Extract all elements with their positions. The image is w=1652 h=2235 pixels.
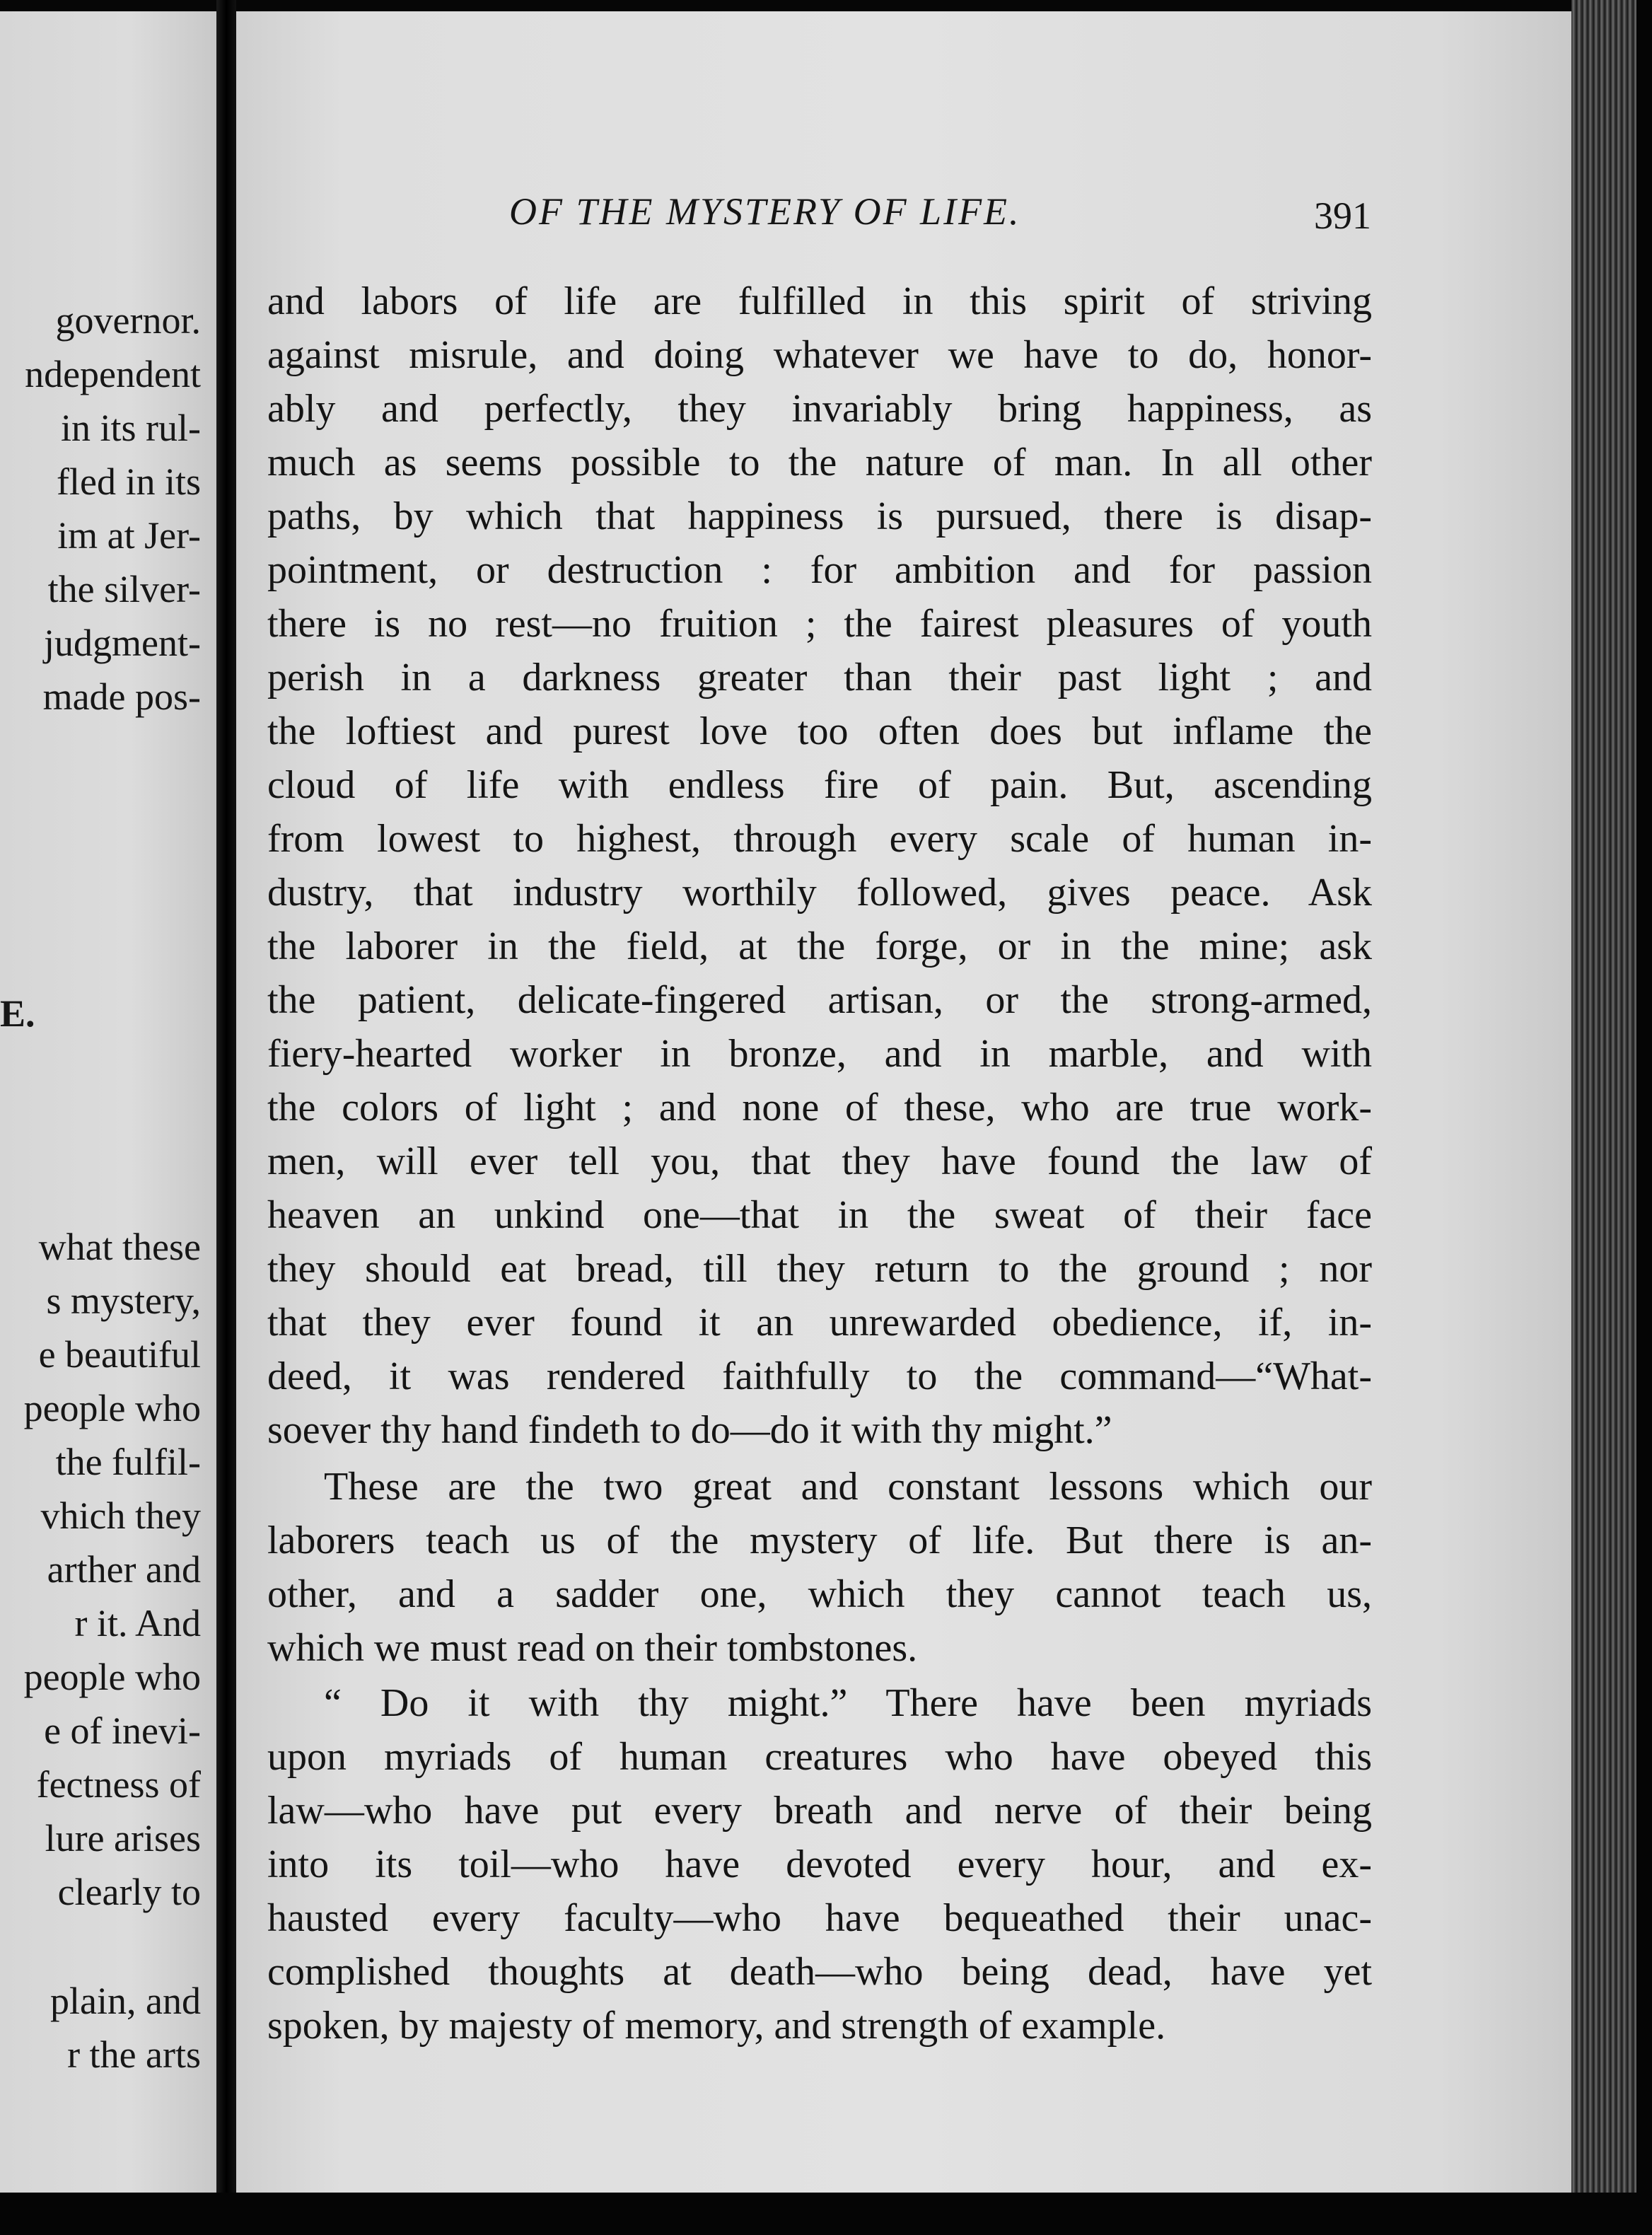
book-gutter	[216, 0, 236, 2193]
left-page-line: s mystery,	[46, 1279, 201, 1322]
body-text-line: perish in a darkness greater than their past light ; and	[267, 656, 1372, 699]
left-page	[0, 11, 216, 2193]
left-page-line: fectness of	[36, 1763, 201, 1806]
left-page-line: fled in its	[57, 460, 201, 503]
left-page-line: im at Jer-	[57, 514, 201, 557]
body-text-line: from lowest to highest, through every scale of human in-	[267, 817, 1372, 861]
body-text-line: deed, it was rendered faithfully to the command—“What-	[267, 1354, 1372, 1398]
body-text-line: against misrule, and doing whatever we have to do, honor-	[267, 333, 1372, 377]
body-text-line: the colors of light ; and none of these, who are true work-	[267, 1086, 1372, 1130]
left-page-line: in its rul-	[61, 407, 201, 449]
body-text-line: cloud of life with endless fire of pain. But, ascending	[267, 763, 1372, 807]
left-page-line: arther and	[47, 1548, 201, 1591]
left-page-line: governor.	[55, 299, 201, 342]
left-page-line: ndependent	[25, 353, 201, 395]
body-text-line: the laborer in the field, at the forge, or in the mine; ask	[267, 924, 1372, 968]
body-text-line: dustry, that industry worthily followed, gives peace. Ask	[267, 871, 1372, 915]
body-text-line: soever thy hand findeth to do—do it with thy might.”	[267, 1408, 1112, 1452]
body-text-line: the loftiest and purest love too often does but inflame the	[267, 709, 1372, 753]
body-text-line: the patient, delicate-fingered artisan, or the strong-armed,	[267, 978, 1372, 1022]
left-page-heading-fragment: E.	[0, 992, 35, 1035]
left-page-line: r it. And	[74, 1602, 201, 1644]
body-text-line: law—who have put every breath and nerve of their being	[267, 1789, 1372, 1833]
body-text-line: spoken, by majesty of memory, and strength of example.	[267, 2004, 1166, 2048]
left-page-line: clearly to	[57, 1871, 201, 1913]
body-text-line: men, will ever tell you, that they have found the law of	[267, 1139, 1372, 1183]
left-page-line: the fulfil-	[55, 1441, 201, 1483]
body-text-line: “ Do it with thy might.” There have been myriads	[324, 1681, 1372, 1725]
body-text-line: which we must read on their tombstones.	[267, 1626, 918, 1670]
body-text-line: ably and perfectly, they invariably bring happiness, as	[267, 387, 1372, 431]
left-page-line: the silver-	[47, 568, 201, 610]
left-page-line: e of inevi-	[44, 1709, 201, 1752]
scan-top-border	[0, 0, 1652, 11]
body-text-line: paths, by which that happiness is pursued, there is disap-	[267, 494, 1372, 538]
body-text-line: pointment, or destruction : for ambition and for passion	[267, 548, 1372, 592]
body-text-line: hausted every faculty—who have bequeathed their unac-	[267, 1896, 1372, 1940]
running-head: OF THE MYSTERY OF LIFE.	[509, 190, 1021, 233]
left-page-line: judgment-	[44, 622, 201, 664]
left-page-line: r the arts	[67, 2033, 201, 2076]
body-text-line: fiery-hearted worker in bronze, and in marble, and with	[267, 1032, 1372, 1076]
body-text-line: they should eat bread, till they return to the ground ; nor	[267, 1247, 1372, 1291]
left-page-line: vhich they	[40, 1494, 201, 1537]
body-text-line: heaven an unkind one—that in the sweat of their face	[267, 1193, 1372, 1237]
body-text-line: there is no rest—no fruition ; the fairest pleasures of youth	[267, 602, 1372, 646]
left-page-line: plain, and	[50, 1980, 201, 2022]
body-text-line: much as seems possible to the nature of man. In all other	[267, 441, 1372, 484]
left-page-line: lure arises	[45, 1817, 201, 1859]
left-page-line: e beautiful	[38, 1333, 201, 1376]
body-text-line: These are the two great and constant lessons which our	[324, 1465, 1372, 1509]
body-text-line: and labors of life are fulfilled in this spirit of striving	[267, 279, 1372, 323]
left-page-line: people who	[23, 1656, 201, 1698]
book-page-edges	[1571, 0, 1652, 2193]
left-page-line: made pos-	[42, 675, 201, 718]
page-number: 391	[1314, 195, 1371, 237]
body-text-line: into its toil—who have devoted every hour, and ex-	[267, 1842, 1372, 1886]
left-page-line: what these	[38, 1226, 201, 1268]
body-text-line: laborers teach us of the mystery of life. But there is an-	[267, 1519, 1372, 1562]
scan-bottom-border	[0, 2193, 1652, 2235]
left-page-line: people who	[23, 1387, 201, 1429]
body-text-line: that they ever found it an unrewarded obedience, if, in-	[267, 1301, 1372, 1345]
body-text-line: upon myriads of human creatures who have obeyed this	[267, 1735, 1372, 1779]
body-text-line: complished thoughts at death—who being dead, have yet	[267, 1950, 1372, 1994]
body-text-line: other, and a sadder one, which they cannot teach us,	[267, 1572, 1372, 1616]
